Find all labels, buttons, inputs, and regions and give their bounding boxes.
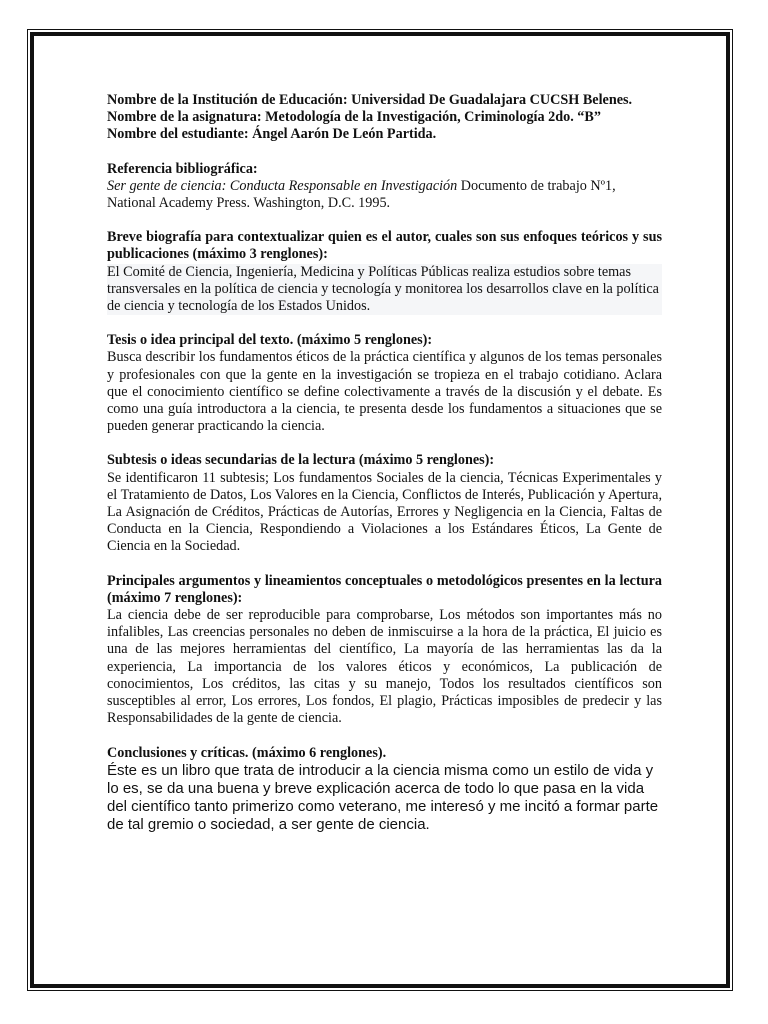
biography-body: El Comité de Ciencia, Ingeniería, Medicina y Políticas Públicas realiza estudios sobre temas transversales en la política de ciencia y tecnología y monitorea los desarrollos clave en la política de ciencia y tecnología de los Estados Unidos. bbox=[107, 264, 662, 316]
subthesis-body: Se identificaron 11 subtesis; Los fundamentos Sociales de la ciencia, Técnicas Experimentales y el Tratamiento de Datos, Los Valores en la Ciencia, Conflictos de Interés, Publicación y Apertura, La Asignación de Créditos, Prácticas de Autorías, Errores y Negligencia en la Ciencia, Faltas de Conducta en la Ciencia, Respondiendo a Violaciones a los Estándares Éticos, La Gente de Ciencia en la Sociedad. bbox=[107, 469, 662, 555]
subthesis-heading: Subtesis o ideas secundarias de la lectura (máximo 5 renglones): bbox=[107, 452, 495, 469]
subject-line: Nombre de la asignatura: Metodología de la Investigación, Criminología 2do. “B” bbox=[107, 109, 601, 126]
document-body bbox=[107, 92, 662, 834]
biography-heading: Breve biografía para contextualizar quien es el autor, cuales son sus enfoques teóricos y sus publicaciones (máximo 3 renglones): bbox=[107, 229, 662, 263]
reference-heading: Referencia bibliográfica: bbox=[107, 160, 258, 177]
reference-details: Documento de trabajo Nº1, National Academy Press. Washington, D.C. 1995. bbox=[107, 177, 616, 212]
thesis-heading: Tesis o idea principal del texto. (máximo 5 renglones): bbox=[107, 332, 433, 349]
conclusions-heading: Conclusiones y críticas. (máximo 6 renglones). bbox=[107, 744, 387, 761]
student-line: Nombre del estudiante: Ángel Aarón De León Partida. bbox=[107, 126, 437, 143]
conclusions-body: Éste es un libro que trata de introducir a la ciencia misma como un estilo de vida y lo es, se da una buena y breve explicación acerca de todo lo que pasa en la vida del científico tanto primerizo como veterano, me interesó y me incitó a formar parte de tal gremio o sociedad, a ser gente de ciencia. bbox=[107, 761, 659, 833]
reference-title: Ser gente de ciencia: Conducta Responsable en Investigación bbox=[107, 177, 458, 194]
reference-text bbox=[107, 178, 662, 212]
institution-line: Nombre de la Institución de Educación: Universidad De Guadalajara CUCSH Belenes. bbox=[107, 92, 633, 108]
arguments-body: La ciencia debe de ser reproducible para comprobarse, Los métodos son importantes más no infalibles, Las creencias personales no deben de inmiscuirse a la hora de la práctica, El juicio es una de las mejores herramientas del científico, La mayoría de las herramientas las da la experiencia, La importancia de los valores éticos y económicos, La publicación de conocimientos, Los créditos, las citas y su manejo, Todos los resultados científicos son susceptibles al error, Los errores, Los fondos, El plagio, Prácticas imposibles de predecir y las Responsabilidades de la gente de ciencia. bbox=[107, 607, 662, 727]
arguments-heading: Principales argumentos y lineamientos conceptuales o metodológicos presentes en la lectura (máximo 7 renglones): bbox=[107, 572, 662, 606]
thesis-body: Busca describir los fundamentos éticos de la práctica científica y algunos de los temas personales y profesionales con que la gente en la investigación se tropieza en el trabajo cotidiano. Aclara que el conocimiento científico se define colectivamente a través de la discusión y el debate. Es como una guía introductora a la ciencia, te presenta desde los fundamentos a situaciones que se pueden generar practicando la ciencia. bbox=[107, 349, 662, 435]
